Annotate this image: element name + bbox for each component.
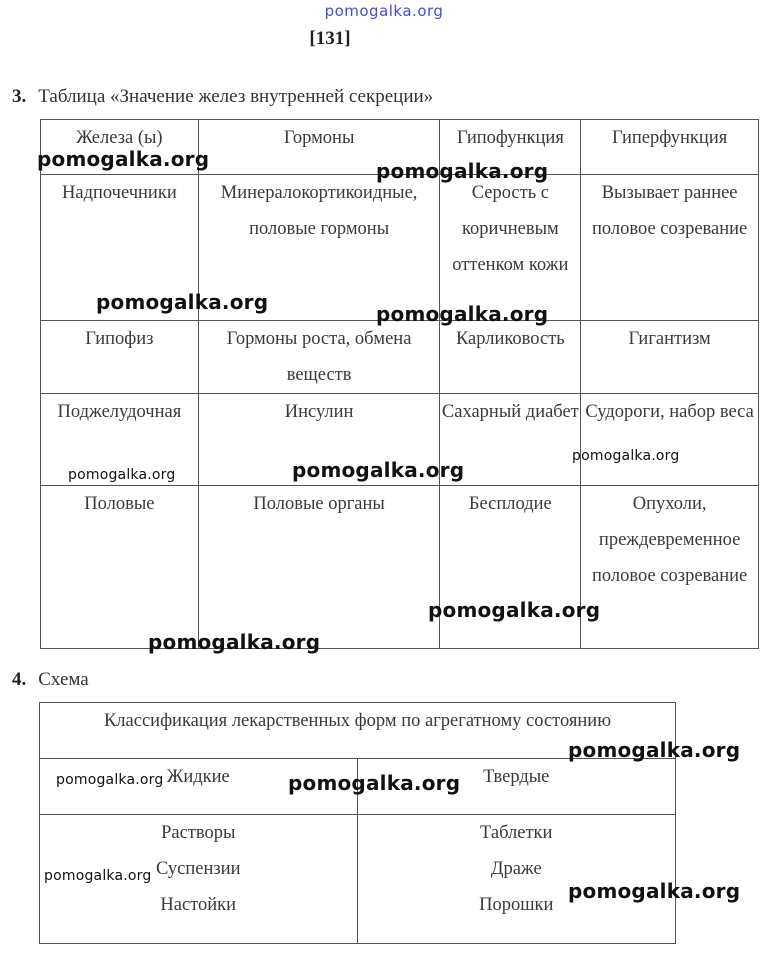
list-item: Растворы [161, 823, 236, 843]
table-cell: Половые [41, 486, 199, 649]
table-cell: Вызывает раннее половое созревание [581, 175, 759, 321]
scheme-header: Классификация лекарственных форм по агрегатному состоянию [40, 703, 676, 759]
watermark: pomogalka.org [376, 159, 549, 183]
section4-title: Схема [38, 669, 89, 690]
header-hormones: Гормоны [198, 120, 440, 175]
section3-number: 3. [12, 86, 27, 107]
header-gland: Железа (ы) [41, 120, 199, 175]
watermark: pomogalka.org [428, 598, 601, 622]
table-cell: Сахарный диабет [440, 394, 581, 486]
watermark: pomogalka.org [376, 302, 549, 326]
watermark: pomogalka.org [572, 448, 680, 464]
watermark: pomogalka.org [568, 738, 741, 762]
list-item: Настойки [160, 895, 237, 915]
table-cell: Серость с коричневым оттенком кожи [440, 175, 581, 321]
header-hypofunction: Гипофункция [440, 120, 581, 175]
table-cell: Надпочечники [41, 175, 199, 321]
table-cell: Карликовость [440, 321, 581, 394]
table-cell: Половые органы [198, 486, 440, 649]
watermark: pomogalka.org [44, 868, 152, 884]
table-row [41, 486, 759, 649]
section4-heading [12, 669, 89, 691]
table-cell: Гипофиз [41, 321, 199, 394]
category-liquid: Жидкие [40, 759, 358, 815]
watermark: pomogalka.org [37, 147, 210, 171]
table-cell: Судороги, набор веса [581, 394, 759, 486]
list-item: Порошки [479, 895, 554, 915]
list-item: Таблетки [480, 823, 553, 843]
category-solid: Твердые [357, 759, 676, 815]
watermark: pomogalka.org [568, 879, 741, 903]
list-item: Суспензии [156, 859, 241, 879]
header-hyperfunction: Гиперфункция [581, 120, 759, 175]
table-cell: Опухоли, преждевременное половое созревание [581, 486, 759, 649]
table-row [41, 321, 759, 394]
table-cell: Инсулин [198, 394, 440, 486]
table-cell: Гормоны роста, обмена веществ [198, 321, 440, 394]
table-cell: Минералокортикоидные, половые гормоны [198, 175, 440, 321]
watermark: pomogalka.org [68, 467, 176, 483]
watermark: pomogalka.org [148, 630, 321, 654]
watermark: pomogalka.org [292, 458, 465, 482]
watermark: pomogalka.org [288, 771, 461, 795]
list-item: Драже [490, 859, 542, 879]
page-number: [131] [309, 28, 351, 49]
table-cell: Бесплодие [440, 486, 581, 649]
section4-number: 4. [12, 669, 27, 690]
table-cell: Гигантизм [581, 321, 759, 394]
watermark: pomogalka.org [56, 772, 164, 788]
section3-heading [12, 86, 433, 108]
glands-table [40, 119, 759, 649]
top-watermark: pomogalka.org [324, 2, 444, 20]
table-cell: Поджелудочная [41, 394, 199, 486]
watermark: pomogalka.org [96, 290, 269, 314]
section3-title: Таблица «Значение желез внутренней секреции» [38, 86, 434, 107]
